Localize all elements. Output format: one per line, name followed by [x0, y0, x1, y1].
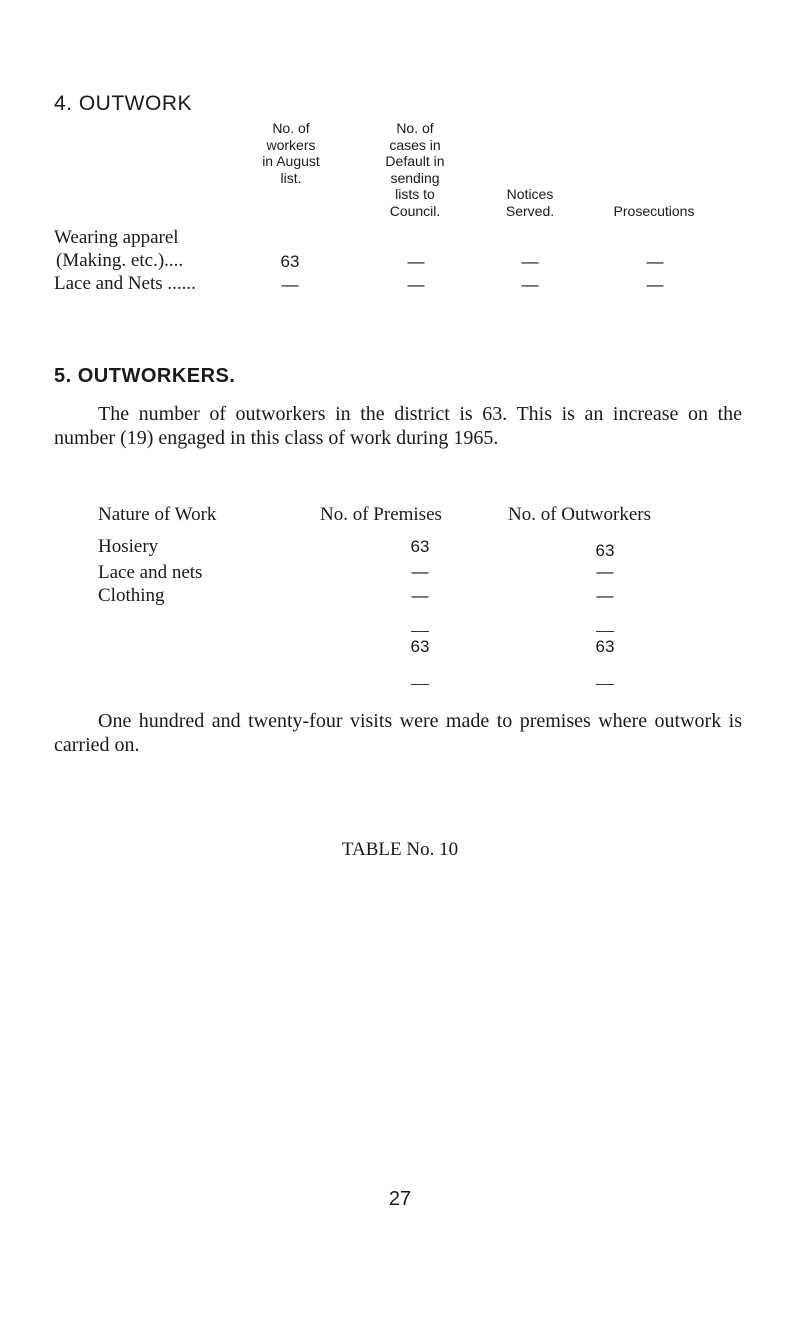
- row-label-making: (Making. etc.)....: [56, 250, 184, 271]
- row-label-clothing: Clothing: [98, 585, 165, 606]
- row-label-lace-and-nets: Lace and nets: [98, 562, 203, 583]
- col-header-default-cases: No. of cases in Default in sending lists to Council.: [385, 120, 445, 219]
- cell-premises-clothing: —: [411, 586, 429, 605]
- cell-prosecutions-apparel: —: [646, 252, 664, 271]
- cell-notices-apparel: —: [521, 252, 539, 271]
- header-no-of-outworkers: No. of Outworkers: [508, 504, 652, 525]
- col-header-workers: No. of workers in August list.: [262, 120, 320, 186]
- section-5-title: 5. OUTWORKERS.: [54, 365, 236, 387]
- table-caption: TABLE No. 10: [341, 839, 459, 860]
- total-rule-outworkers-top: [596, 631, 614, 632]
- row-label-lace-nets: Lace and Nets ......: [54, 273, 196, 294]
- row-label-hosiery: Hosiery: [98, 536, 159, 557]
- outworkers-paragraph: The number of outworkers in the district is 63. This is an increase on the number (19) engaged in this class of work during 1965.: [54, 403, 742, 449]
- total-premises: 63: [410, 637, 430, 656]
- col-header-prosecutions: Prosecutions: [613, 203, 695, 219]
- visits-paragraph: One hundred and twenty-four visits were made to premises where outwork is carried on.: [54, 710, 742, 756]
- header-no-of-premises: No. of Premises: [320, 504, 442, 525]
- section-4-title: 4. OUTWORK: [54, 92, 193, 115]
- cell-premises-hosiery: 63: [410, 537, 430, 556]
- cell-notices-lace: —: [521, 275, 539, 294]
- cell-outworkers-lace: —: [596, 562, 614, 581]
- col-header-notices: Notices Served.: [505, 186, 555, 219]
- row-label-wearing-apparel: Wearing apparel: [54, 227, 179, 248]
- header-nature-of-work: Nature of Work: [98, 504, 217, 525]
- cell-outworkers-hosiery: 63: [595, 541, 615, 560]
- total-outworkers: 63: [595, 637, 615, 656]
- page-number: 27: [388, 1188, 412, 1210]
- cell-prosecutions-lace: —: [646, 275, 664, 294]
- cell-workers-lace: —: [281, 275, 299, 294]
- total-rule-premises-bottom: [411, 684, 429, 685]
- cell-default-apparel: —: [407, 252, 425, 271]
- total-rule-premises-top: [411, 631, 429, 632]
- total-rule-outworkers-bottom: [596, 684, 614, 685]
- cell-workers-apparel: 63: [280, 252, 300, 271]
- cell-premises-lace: —: [411, 562, 429, 581]
- cell-default-lace: —: [407, 275, 425, 294]
- cell-outworkers-clothing: —: [596, 586, 614, 605]
